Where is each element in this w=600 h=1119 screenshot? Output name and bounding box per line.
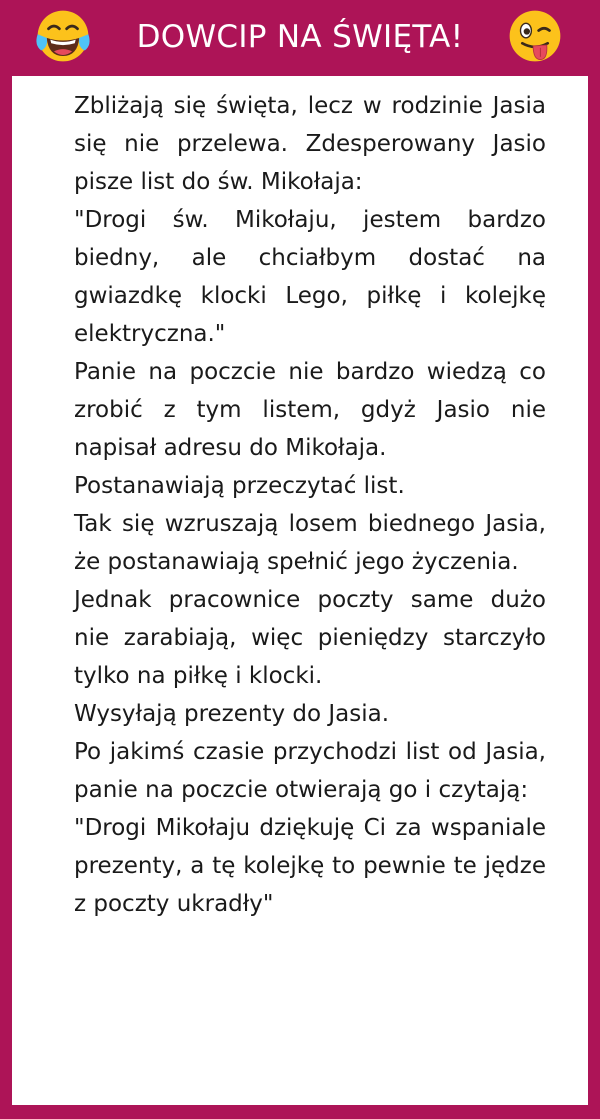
story-paragraph: Panie na poczcie nie bardzo wiedzą co zrobić z tym listem, gdyż Jasio nie napisał adresu do Mikołaja. xyxy=(74,359,546,461)
story-paragraph: Jednak pracownice poczty same dużo nie zarabiają, więc pieniędzy starczyło tylko na piłkę i klocki. xyxy=(74,587,546,689)
story-paragraph: Po jakimś czasie przychodzi list od Jasia, panie na poczcie otwierają go i czytają: xyxy=(74,739,546,803)
header xyxy=(0,0,600,74)
joke-text xyxy=(74,87,546,923)
story-paragraph: Zbliżają się święta, lecz w rodzinie Jasia się nie przelewa. Zdesperowany Jasio pisze list do św. Mikołaja: xyxy=(74,93,546,195)
story-paragraph: "Drogi św. Mikołaju, jestem bardzo biedny, ale chciałbym dostać na gwiazdkę klocki Lego, piłkę i kolejkę elektryczna." xyxy=(74,207,546,347)
story-paragraph: "Drogi Mikołaju dziękuję Ci za wspaniale prezenty, a tę kolejkę to pewnie te jędze z poczty ukradły" xyxy=(74,815,546,917)
joke-card xyxy=(12,76,588,1105)
page-title: DOWCIP NA ŚWIĘTA! xyxy=(136,19,464,55)
winking-tongue-emoji-icon xyxy=(506,7,564,65)
story-paragraph: Postanawiają przeczytać list. xyxy=(74,473,405,499)
tears-of-joy-emoji-icon xyxy=(34,7,92,65)
story-paragraph: Wysyłają prezenty do Jasia. xyxy=(74,701,390,727)
story-paragraph: Tak się wzruszają losem biednego Jasia, że postanawiają spełnić jego życzenia. xyxy=(74,511,546,575)
